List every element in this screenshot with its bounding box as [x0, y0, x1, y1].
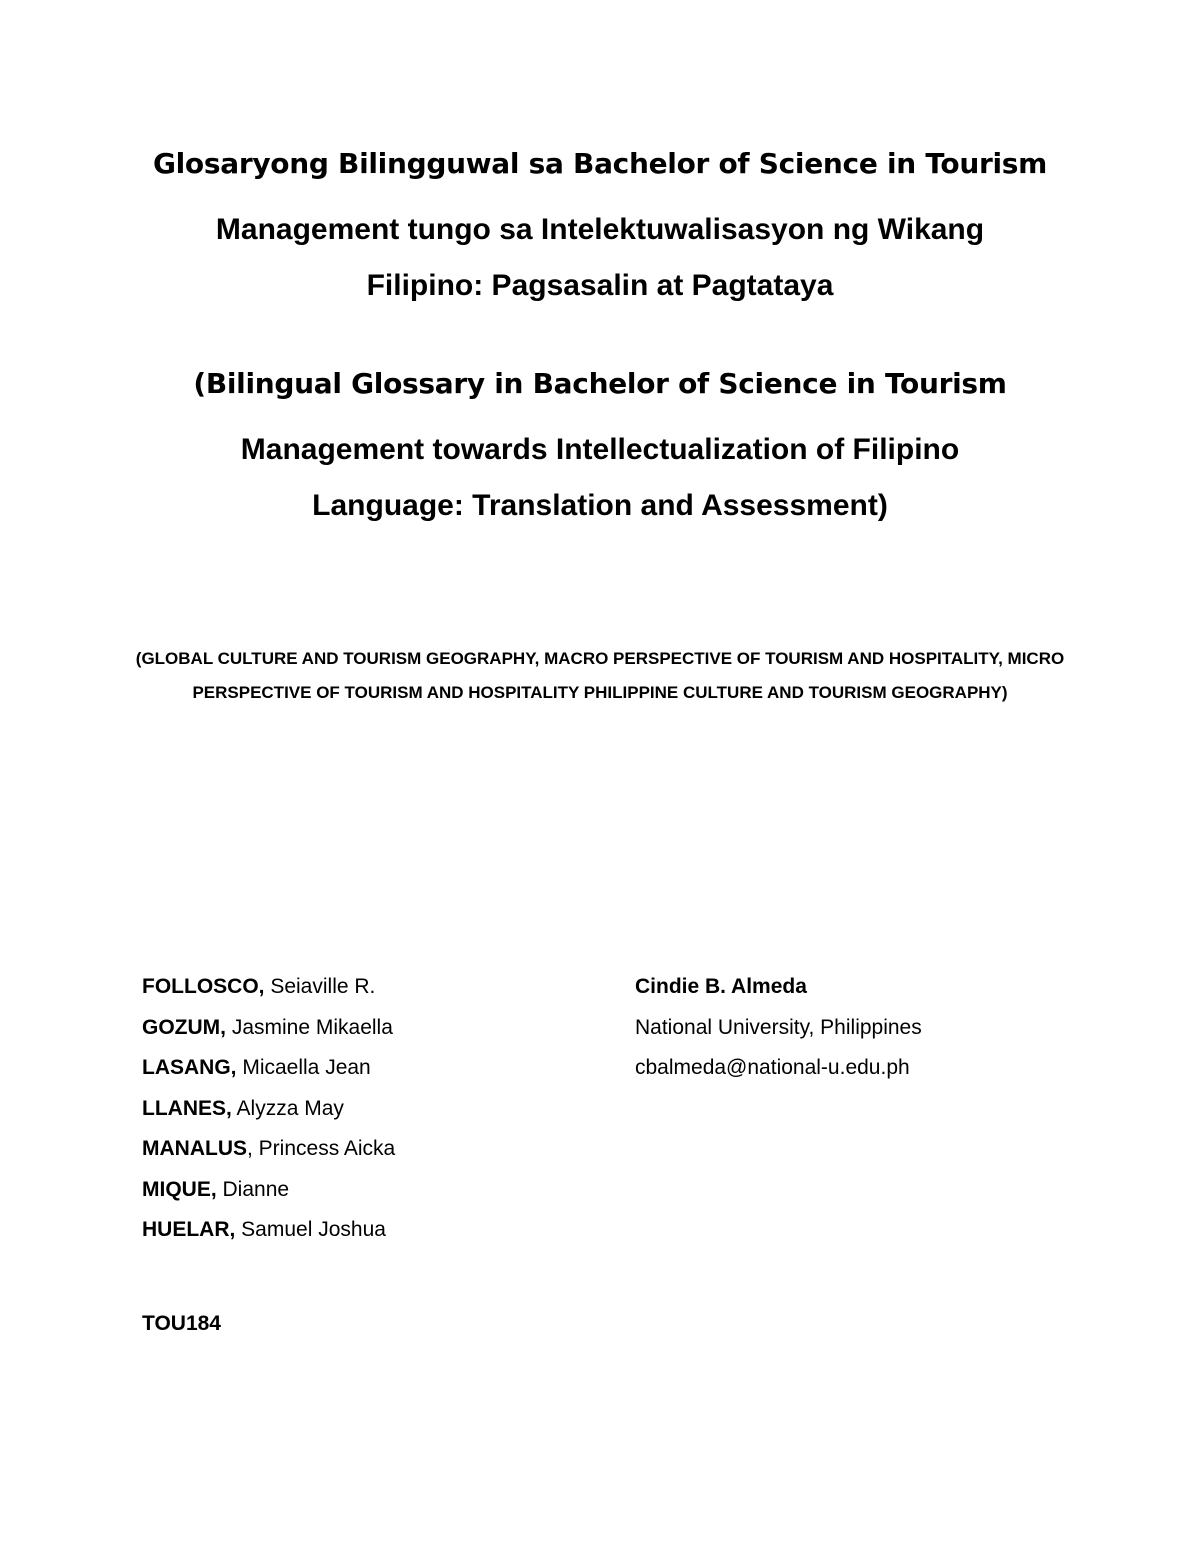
- author-given-name: Samuel Joshua: [235, 1218, 386, 1241]
- course-code: TOU184: [142, 1312, 221, 1335]
- author-entry: [142, 1170, 395, 1211]
- author-entry: [142, 1008, 395, 1049]
- author-list: [142, 967, 395, 1251]
- author-entry: [142, 967, 395, 1008]
- adviser-name: Cindie B. Almeda: [635, 975, 807, 998]
- title-filipino-line-3: Filipino: Pagsasalin at Pagtataya: [366, 269, 834, 302]
- title-filipino-line-1: Glosaryong Bilingguwal sa Bachelor of Science in Tourism: [152, 147, 1048, 180]
- adviser-block: [635, 967, 922, 1089]
- author-entry: [142, 1129, 395, 1170]
- title-english-line-1: (Bilingual Glossary in Bachelor of Science in Tourism: [193, 367, 1007, 400]
- adviser-institution: National University, Philippines: [635, 1015, 922, 1039]
- title-filipino-line-2: Management tungo sa Intelektuwalisasyon ng Wikang: [215, 213, 985, 246]
- author-surname: HUELAR,: [142, 1218, 236, 1241]
- adviser-email: cbalmeda@national-u.edu.ph: [635, 1056, 910, 1079]
- author-given-name: Seiaville R.: [264, 975, 376, 998]
- author-surname: LLANES,: [142, 1096, 232, 1120]
- author-surname: MANALUS: [142, 1137, 247, 1160]
- author-entry: [142, 1089, 395, 1130]
- title-english-line-2: Management towards Intellectualization of Filipino: [240, 433, 960, 466]
- author-given-name: Dianne: [216, 1177, 290, 1201]
- title-english-line-3: Language: Translation and Assessment): [312, 489, 888, 522]
- author-given-name: Micaella Jean: [236, 1056, 371, 1079]
- author-surname: FOLLOSCO,: [142, 975, 265, 998]
- author-surname: GOZUM,: [142, 1015, 226, 1039]
- author-entry: [142, 1210, 395, 1251]
- author-surname: LASANG,: [142, 1056, 237, 1079]
- course-subjects: (GLOBAL CULTURE AND TOURISM GEOGRAPHY, MACRO PERSPECTIVE OF TOURISM AND HOSPITALITY, MICRO PERSPECTIVE OF TOURISM AND HOSPITALITY PHILIPPINE CULTURE AND TOURISM GEOGRAPHY): [135, 649, 1065, 702]
- author-given-name: Jasmine Mikaella: [226, 1015, 393, 1039]
- author-entry: [142, 1048, 395, 1089]
- author-surname: MIQUE,: [142, 1177, 217, 1201]
- author-given-name: , Princess Aicka: [247, 1137, 396, 1160]
- author-given-name: Alyzza May: [231, 1096, 344, 1120]
